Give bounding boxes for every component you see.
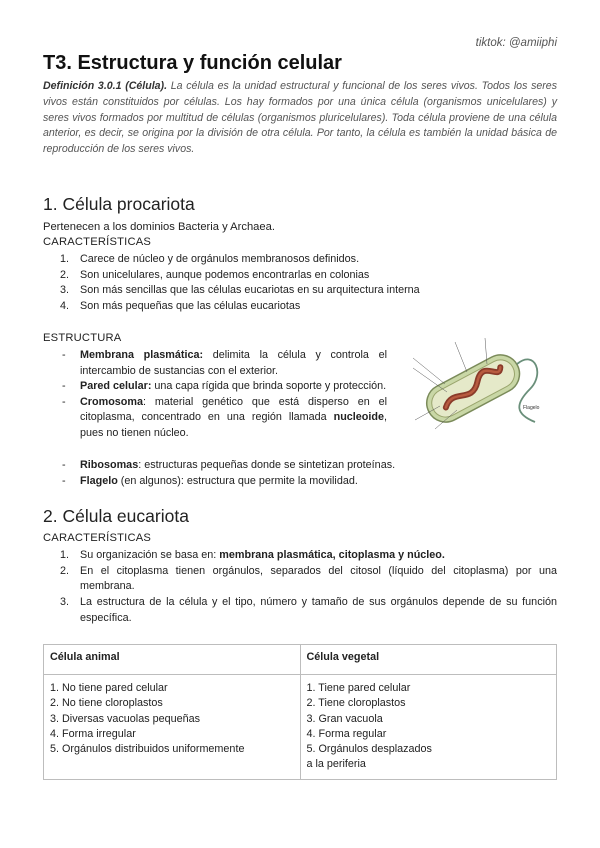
term: Membrana plasmática: <box>80 349 204 361</box>
structure-list <box>43 348 387 442</box>
comparison-table <box>43 644 557 780</box>
definition <box>43 79 557 158</box>
table-line: 5. Orgánulos distribuidos uniformemente <box>50 743 245 756</box>
term: Pared celular: <box>80 380 152 393</box>
table-line: 3. Diversas vacuolas pequeñas <box>50 712 201 725</box>
table-line: 3. Gran vacuola <box>306 712 383 725</box>
term-desc: delimita la célula y controla el intercambio de sustancias con el exterior. <box>80 349 387 377</box>
table-header-row <box>44 645 557 675</box>
list-item <box>43 299 557 315</box>
table-line: 1. Tiene pared celular <box>306 682 411 694</box>
term-desc: (en algunos): estructura que permite la movilidad. <box>117 474 358 487</box>
item-text: Son más pequeñas que las células eucariotas <box>80 300 301 313</box>
list-item <box>43 348 387 379</box>
cell-body <box>420 348 537 428</box>
section1-intro: Pertenecen a los dominios Bacteria y Archaea. <box>43 221 275 233</box>
page-title: T3. Estructura y función celular <box>43 52 342 74</box>
section2-char-heading: CARACTERÍSTICAS <box>43 532 152 544</box>
list-item <box>43 252 557 268</box>
term: Ribosomas <box>80 459 139 471</box>
section2-heading: 2. Célula eucariota <box>43 506 189 526</box>
structure-list-cont <box>43 458 557 489</box>
term-desc: , pues no tienen núcleo. <box>80 411 387 439</box>
list-item <box>43 268 557 284</box>
item-number: 4. <box>60 300 70 313</box>
header-vegetal: Célula vegetal <box>300 645 557 675</box>
term: Cromosoma <box>80 395 143 408</box>
item-text: En el citoplasma tienen orgánulos, separados del citosol (líquido del citoplasma) por una membrana. <box>80 564 557 593</box>
item-text: Su organización se basa en: <box>80 549 220 561</box>
prokaryote-diagram <box>395 334 560 434</box>
animal-cell <box>44 675 301 780</box>
list-item <box>43 395 387 442</box>
section1-char-heading: CARACTERÍSTICAS <box>43 236 152 248</box>
table-line: 4. Forma regular <box>306 727 387 740</box>
term-desc: : estructuras pequeñas donde se sintetizan proteínas. <box>138 459 396 471</box>
item-number: 1. <box>60 253 70 265</box>
definition-text: La célula es la unidad estructural y funcional de los seres vivos. Todos los seres vivos están constituidos por células. Los hay formados por una única célula (organismos unicelulares) y seres vivos formados por multitud de células (organismos pluricelulares). Toda célula proviene de una célula anterior, es decir, se origina por la división de otra célula. Por tanto, la célula es también la unidad básica de reproducción de los seres vivos. <box>43 80 557 156</box>
vegetal-cell <box>300 675 557 780</box>
structure-heading: ESTRUCTURA <box>43 332 122 344</box>
flagellum-label: Flagelo <box>523 405 540 411</box>
item-text: La estructura de la célula y el tipo, número y tamaño de sus orgánulos depende de su función específica. <box>80 596 557 624</box>
table-line: 4. Forma irregular <box>50 727 136 740</box>
list-item <box>43 283 557 299</box>
item-text: Son unicelulares, aunque podemos encontrarlas en colonias <box>80 268 370 281</box>
table-row <box>44 675 557 780</box>
definition-label: Definición 3.0.1 (Célula). <box>43 80 168 92</box>
section1-characteristics <box>43 252 557 315</box>
item-number: 1. <box>60 549 70 561</box>
term: nucleoide <box>333 411 384 424</box>
item-text: Carece de núcleo y de orgánulos membranosos definidos. <box>80 253 360 265</box>
list-item <box>43 458 557 474</box>
item-number: 3. <box>60 596 70 609</box>
section1-heading: 1. Célula procariota <box>43 194 195 214</box>
table-line: 5. Orgánulos desplazados <box>306 743 432 756</box>
section2-characteristics <box>43 548 557 627</box>
list-item <box>43 379 387 395</box>
item-number: 3. <box>60 284 70 297</box>
term: Flagelo <box>80 474 118 487</box>
list-item <box>43 548 557 564</box>
table-line: 2. No tiene cloroplastos <box>50 697 163 710</box>
term-desc: : material genético que está disperso en el citoplasma, concentrado en una región llamada <box>80 395 387 424</box>
table-line: 2. Tiene cloroplastos <box>306 697 406 710</box>
item-bold: membrana plasmática, citoplasma y núcleo. <box>219 549 445 561</box>
header-animal: Célula animal <box>44 645 301 675</box>
table-line: a la periferia <box>306 758 366 771</box>
term-desc: una capa rígida que brinda soporte y protección. <box>151 380 387 393</box>
item-number: 2. <box>60 268 70 281</box>
item-text: Son más sencillas que las células eucariotas en su arquitectura interna <box>80 284 420 297</box>
list-item <box>43 474 557 490</box>
table-line: 1. No tiene pared celular <box>50 682 168 694</box>
list-item <box>43 595 557 626</box>
list-item <box>43 564 557 595</box>
item-number: 2. <box>60 564 70 577</box>
author-credit: tiktok: @amiiphi <box>475 37 557 49</box>
